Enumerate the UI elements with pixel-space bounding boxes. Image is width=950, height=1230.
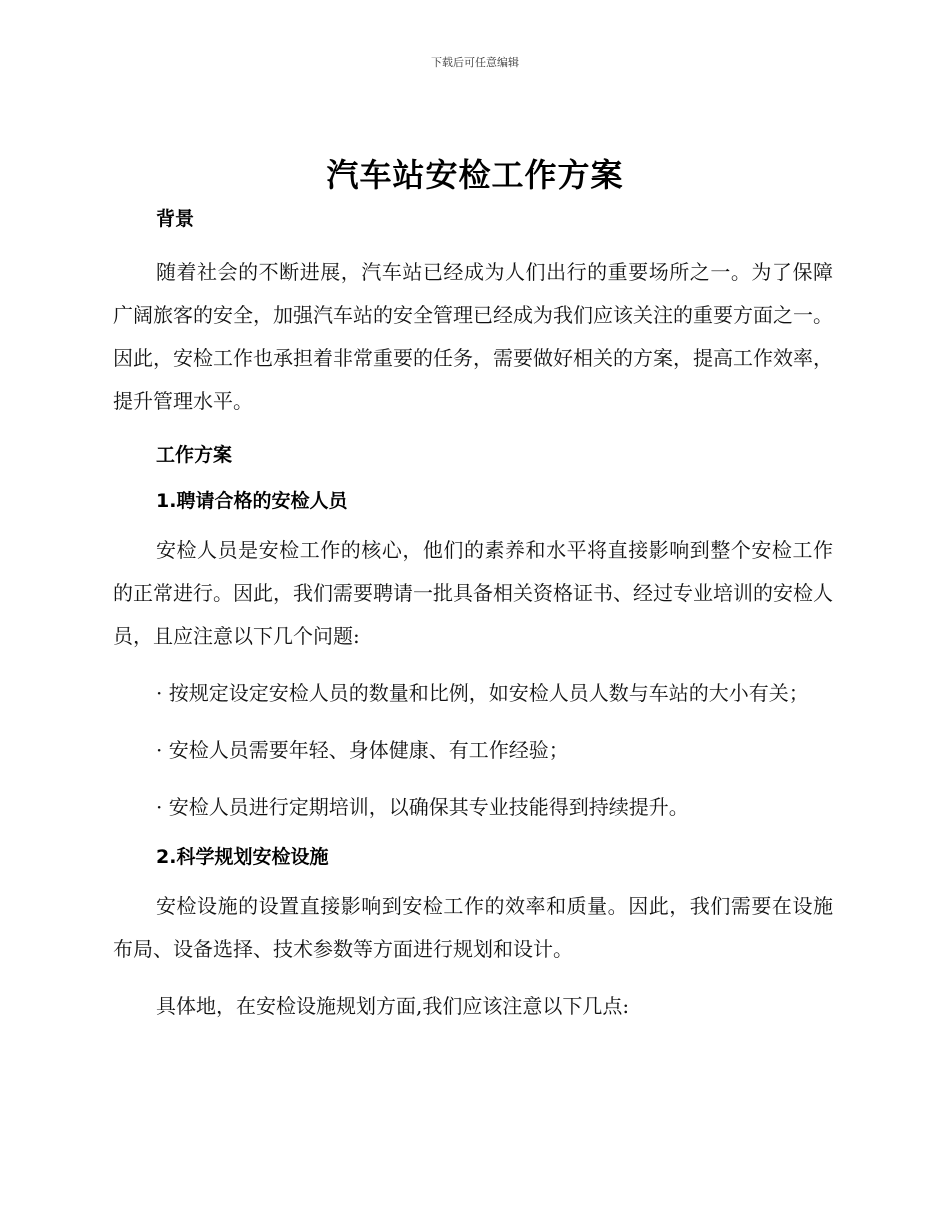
section-heading-background: 背景 <box>156 208 195 230</box>
bullet-item: · 安检人员进行定期培训，以确保其专业技能得到持续提升。 <box>156 795 689 819</box>
page-header-note: 下载后可任意编辑 <box>431 56 519 69</box>
bullet-item: · 按规定设定安检人员的数量和比例，如安检人员人数与车站的大小有关； <box>156 681 809 705</box>
paragraph-item2-continued: 具体地，在安检设施规划方面,我们应该注意以下几点: <box>156 994 630 1018</box>
subheading-item2: 2.科学规划安检设施 <box>156 846 329 868</box>
paragraph-item1: 安检人员是安检工作的核心，他们的素养和水平将直接影响到整个安检工作的正常进行。因此，我们需要聘请一批具备相关资格证书、经过专业培训的安检人员，且应注意以下几个问题: <box>113 538 833 648</box>
document-title: 汽车站安检工作方案 <box>326 156 624 194</box>
bullet-item: · 安检人员需要年轻、身体健康、有工作经验； <box>156 738 569 762</box>
document-body <box>113 205 833 1028</box>
paragraph-background: 随着社会的不断进展，汽车站已经成为人们出行的重要场所之一。为了保障广阔旅客的安全，加强汽车站的安全管理已经成为我们应该关注的重要方面之一。因此，安检工作也承担着非常重要的任务，需要做好相关的方案，提高工作效率，提升管理水平。 <box>113 260 833 413</box>
subheading-item1: 1.聘请合格的安检人员 <box>156 490 348 512</box>
paragraph-item2: 安检设施的设置直接影响到安检工作的效率和质量。因此，我们需要在设施布局、设备选择、技术参数等方面进行规划和设计。 <box>113 894 833 961</box>
section-heading-plan: 工作方案 <box>156 444 233 466</box>
